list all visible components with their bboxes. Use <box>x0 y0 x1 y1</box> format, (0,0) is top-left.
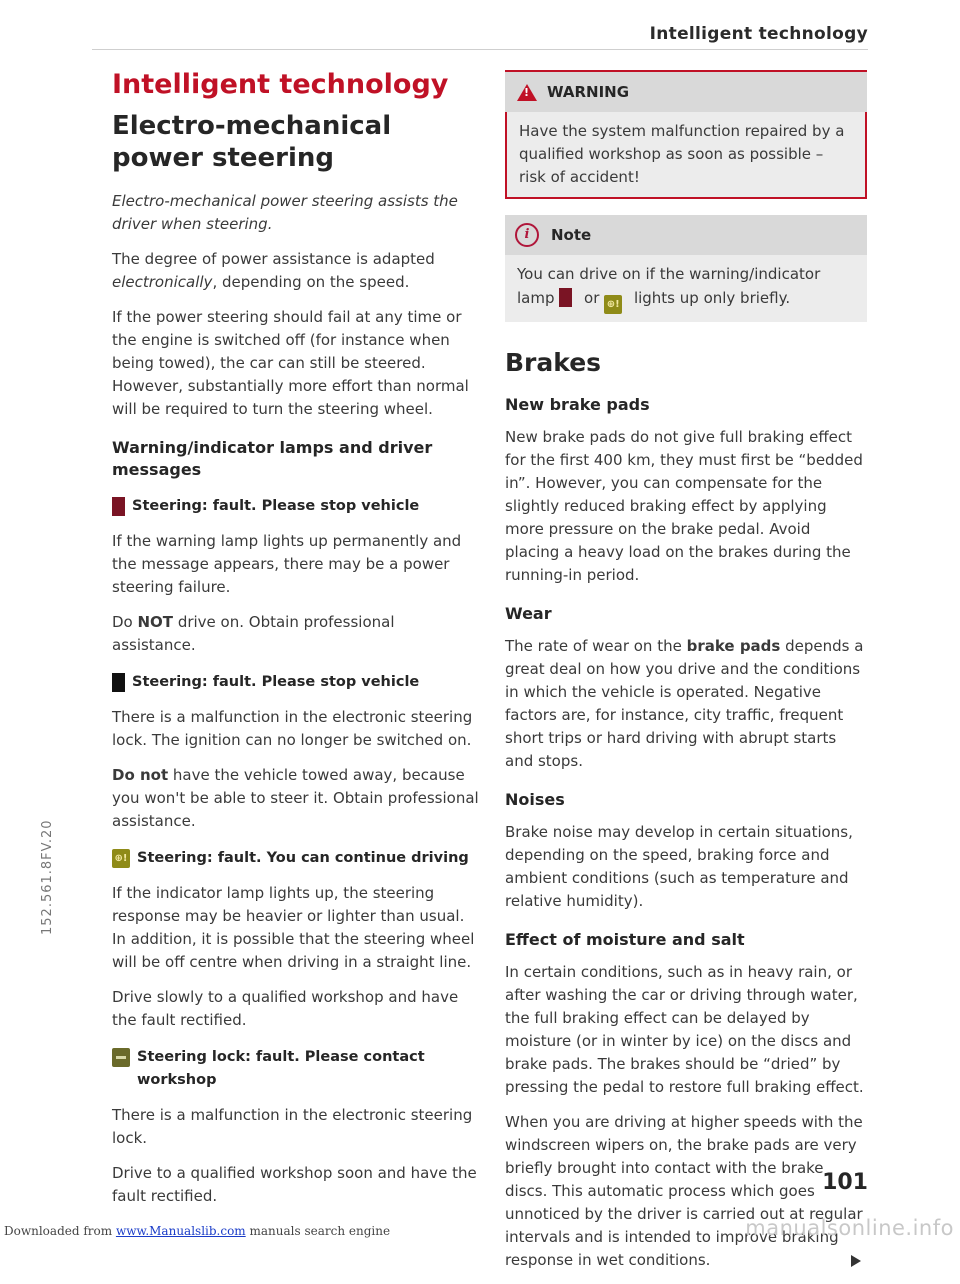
lead-paragraph: Electro-mechanical power steering assists the driver when steering. <box>112 192 458 233</box>
noises-subheading: Noises <box>505 790 565 809</box>
message-text: Steering: fault. Please stop vehicle <box>132 498 420 514</box>
note-box <box>505 215 867 322</box>
warning-lamp-black-icon <box>112 673 125 692</box>
text-span: drive on. Obtain professional assistance. <box>112 613 395 654</box>
note-label: Note <box>551 225 592 244</box>
note-header <box>505 215 867 255</box>
wear-subheading: Wear <box>505 604 552 623</box>
warning-text: Have the system malfunction repaired by a qualified workshop as soon as possible – risk of accident! <box>519 122 845 186</box>
paragraph <box>505 1111 867 1272</box>
paragraph: Drive slowly to a qualified workshop and have the fault rectified. <box>112 988 459 1029</box>
driver-message <box>112 1046 480 1092</box>
paragraph: Brake noise may develop in certain situations, depending on the speed, braking force and ambient conditions (such as temperature and relative humidity). <box>505 823 853 910</box>
new-pads-subheading: New brake pads <box>505 395 650 414</box>
steering-wheel-warning-icon: ⊕! <box>112 849 130 868</box>
steering-lock-icon <box>112 1048 130 1067</box>
text-emphasis: electronically <box>112 273 213 291</box>
text-span: have the vehicle towed away, because you won't be able to steer it. Obtain professional assistance. <box>112 766 479 830</box>
paragraph <box>112 611 480 657</box>
warning-label: WARNING <box>547 82 630 101</box>
chapter-title: Electro-mechanical power steering <box>112 111 392 173</box>
warning-lamp-red-icon <box>559 288 572 307</box>
text-span: The rate of wear on the <box>505 637 687 655</box>
warning-header <box>505 70 867 112</box>
text-bold: brake pads <box>686 637 781 655</box>
paragraph: There is a malfunction in the electronic steering lock. The ignition can no longer be switched on. <box>112 708 473 749</box>
watermark: manualsonline.info <box>745 1216 954 1240</box>
paragraph: If the indicator lamp lights up, the steering response may be heavier or lighter than usual. In addition, it is possible that the steering wheel will be off centre when driving in a straight line. <box>112 884 475 971</box>
driver-message <box>112 847 480 870</box>
text-span: or <box>579 289 605 307</box>
running-header: Intelligent technology <box>649 24 868 44</box>
page-number: 101 <box>822 1170 868 1195</box>
download-footer <box>4 1224 390 1238</box>
brakes-heading: Brakes <box>505 348 602 377</box>
text-span: , depending on the speed. <box>212 273 410 291</box>
warning-triangle-icon <box>517 84 537 101</box>
paragraph <box>112 764 480 833</box>
paragraph <box>505 635 867 773</box>
paragraph: New brake pads do not give full braking effect for the first 400 km, they must first be “bedded in”. However, you can compensate for the slightly reduced braking effect by applying more pressure on the brake pedal. Avoid placing a heavy load on the brakes during the running-in period. <box>505 428 863 584</box>
lamps-subheading: Warning/indicator lamps and driver messages <box>112 438 433 479</box>
paragraph: In certain conditions, such as in heavy rain, or after washing the car or driving through water, the full braking effect can be delayed by moisture (or in winter by ice) on the discs and brake pads. The brakes should be “dried” by pressing the pedal to restore full braking effect. <box>505 963 864 1096</box>
driver-message <box>112 671 480 694</box>
text-span: You can drive on if the warning/indicator lamp <box>517 265 821 307</box>
text-span: depends a great deal on how you drive and the conditions in which the vehicle is operated. Negative factors are, for instance, city traffic, frequent short trips or hard driving with abrupt starts and stops. <box>505 637 864 770</box>
note-text <box>505 255 867 322</box>
header-divider <box>92 49 868 50</box>
message-text: Steering: fault. Please stop vehicle <box>132 674 420 690</box>
moisture-subheading: Effect of moisture and salt <box>505 930 745 949</box>
info-icon: i <box>515 223 539 247</box>
right-column <box>505 70 867 1284</box>
driver-message <box>112 495 480 518</box>
left-column <box>112 62 480 1220</box>
text-span: Downloaded from <box>4 1224 116 1238</box>
manualslib-link[interactable]: www.Manualslib.com <box>115 1224 246 1238</box>
section-title: Intelligent technology <box>112 69 449 100</box>
text-span: lights up only briefly. <box>629 289 791 307</box>
paragraph: Drive to a qualified workshop soon and have the fault rectified. <box>112 1164 477 1205</box>
message-text: Steering: fault. You can continue driving <box>137 850 469 866</box>
text-span: Do <box>112 613 138 631</box>
text-bold: NOT <box>137 613 174 631</box>
paragraph: There is a malfunction in the electronic steering lock. <box>112 1106 473 1147</box>
paragraph: If the warning lamp lights up permanently and the message appears, there may be a power steering failure. <box>112 532 462 596</box>
message-text: Steering lock: fault. Please contact workshop <box>137 1049 425 1088</box>
failure-paragraph: If the power steering should fail at any time or the engine is switched off (for instance when being towed), the car can still be steered. However, substantially more effort than normal will be required to turn the steering wheel. <box>112 308 469 418</box>
text-span: manuals search engine <box>245 1224 391 1238</box>
document-code: 152.561.8FV.20 <box>40 819 55 935</box>
steering-wheel-warning-icon: ⊕! <box>604 295 622 314</box>
warning-lamp-red-icon <box>112 497 125 516</box>
text-bold: Do not <box>112 766 169 784</box>
assistance-paragraph <box>112 248 480 294</box>
warning-box <box>505 70 867 199</box>
text-span: When you are driving at higher speeds with the windscreen wipers on, the brake pads are very briefly brought into contact with the brake discs. This automatic process which goes unnoticed by the driver is carried out at regular intervals and is intended to improve braking response in wet conditions. <box>505 1113 863 1269</box>
continue-arrow-icon <box>851 1255 861 1267</box>
text-span: The degree of power assistance is adapted <box>112 250 435 268</box>
